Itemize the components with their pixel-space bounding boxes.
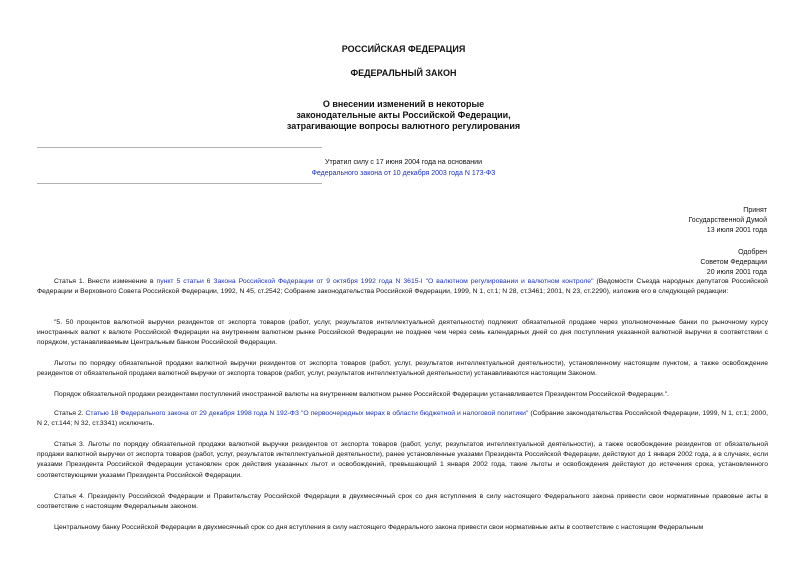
status-note — [0, 157, 807, 179]
article-4: Статья 4. Президенту Российской Федерации и Правительству Российской Федерации в двухмесячный срок со дня вступления в силу настоящего Федерального закона привести свои нормативные правовые акты в соответствие с настоящим Федеральным законом. — [37, 493, 768, 511]
adopted-label: Принят — [743, 207, 767, 214]
adopted-block — [567, 206, 767, 236]
title-line-1: О внесении изменений в некоторые — [322, 99, 485, 109]
article-1-procedure: Порядок обязательной продажи резидентами поступлений иностранной валюты на внутреннем валютном рынке Российской Федерации устанавливается Президентом Российской Федерации.". — [54, 391, 670, 398]
article-4-central-bank: Центральному банку Российской Федерации в двухмесячный срок со дня вступления в силу настоящего Федерального закона привести свои нормативные акты в соответствие с настоящим Федеральным — [54, 524, 704, 531]
title-line-3: затрагивающие вопросы валютного регулирования — [286, 121, 521, 131]
divider-top — [37, 147, 322, 148]
status-repeal-link[interactable]: Федерального закона от 10 декабря 2003 года N 173-ФЗ — [311, 170, 496, 177]
document-title — [0, 99, 807, 132]
header-federation: РОССИЙСКАЯ ФЕДЕРАЦИЯ — [341, 44, 466, 54]
article-1: Статья 1. Внести изменение в пункт 5 статьи 6 Закона Российской Федерации от 9 октября 1992 года N 3615-I "О валютном регулировании и валютном контроле" (Ведомости Съезда народных депутатов Российской Федерации и Верховного Совета Российской Федерации, 1992, N 45, ст.2542; Собрание законодательства Российской Федерации, 1999, N 1, ст.1; N 28, ст.3461; 2001, N 23, ст.2290), изложив его в следующей редакции: — [37, 278, 768, 296]
article-1-quote: "5. 50 процентов валютной выручки резидентов от экспорта товаров (работ, услуг, результатов интеллектуальной деятельности) подлежит обязательной продаже через уполномоченные банки по рыночному курсу иностранных валют к валюте Российской Федерации на внутреннем валютном рынке Российской Федерации не позднее чем через семь календарных дней со дня поступления указанной валютной выручки в соответствии с порядком, устанавливаемым Центральным банком Российской Федерации. — [37, 319, 768, 347]
approved-label: Одобрен — [738, 249, 767, 256]
approved-date: 20 июля 2001 года — [706, 269, 767, 276]
adopted-body: Государственной Думой — [688, 217, 767, 224]
title-line-2: законодательные акты Российской Федерации, — [296, 110, 511, 120]
approved-body: Советом Федерации — [700, 259, 767, 266]
article-1-benefits: Льготы по порядку обязательной продажи валютной выручки резидентов от экспорта товаров (работ, услуг, результатов интеллектуальной деятельности), установленному настоящим пунктом, а также освобождение резидентов от обязательной продажи валютной выручки от экспорта товаров (работ, услуг, результатов интеллектуальной деятельности) устанавливаются настоящим Законом. — [37, 360, 768, 378]
law-192-link[interactable]: Статью 18 Федерального закона от 29 декабря 1998 года N 192-ФЗ "О первоочередных мерах в области бюджетной и налоговой политики" — [85, 410, 529, 417]
article-3: Статья 3. Льготы по порядку обязательной продажи валютной выручки резидентов от экспорта товаров (работ, услуг, результатов интеллектуальной деятельности), а также освобождение резидентов от обязательной продажи валютной выручки от экспорта товаров (работ, услуг, результатов интеллектуальной деятельности), ранее установленные указами Президента Российской Федерации, действуют до 1 января 2002 года, а в случаях, если указами Президента Российской Федерации установлен срок действия указанных льгот и освобождений, превышающий 1 января 2002 года, такие льготы и освобождения действуют до истечения срока, установленного соответствующими указами Президента Российской Федерации. — [37, 441, 768, 479]
status-text: Утратил силу с 17 июня 2004 года на основании — [325, 159, 482, 166]
adopted-date: 13 июля 2001 года — [706, 227, 767, 234]
law-3615-link[interactable]: пункт 5 статьи 6 Закона Российской Федерации от 9 октября 1992 года N 3615-I "О валютном регулировании и валютном контроле" — [156, 278, 594, 285]
approved-block — [567, 248, 767, 278]
divider-bottom — [37, 183, 322, 184]
article-2: Статья 2. Статью 18 Федерального закона от 29 декабря 1998 года N 192-ФЗ "О первоочередных мерах в области бюджетной и налоговой политики" (Собрание законодательства Российской Федерации, 1999, N 1, ст.1; 2000, N 2, ст.144; N 32, ст.3341) исключить. — [37, 410, 768, 428]
header-law-type: ФЕДЕРАЛЬНЫЙ ЗАКОН — [350, 68, 457, 78]
